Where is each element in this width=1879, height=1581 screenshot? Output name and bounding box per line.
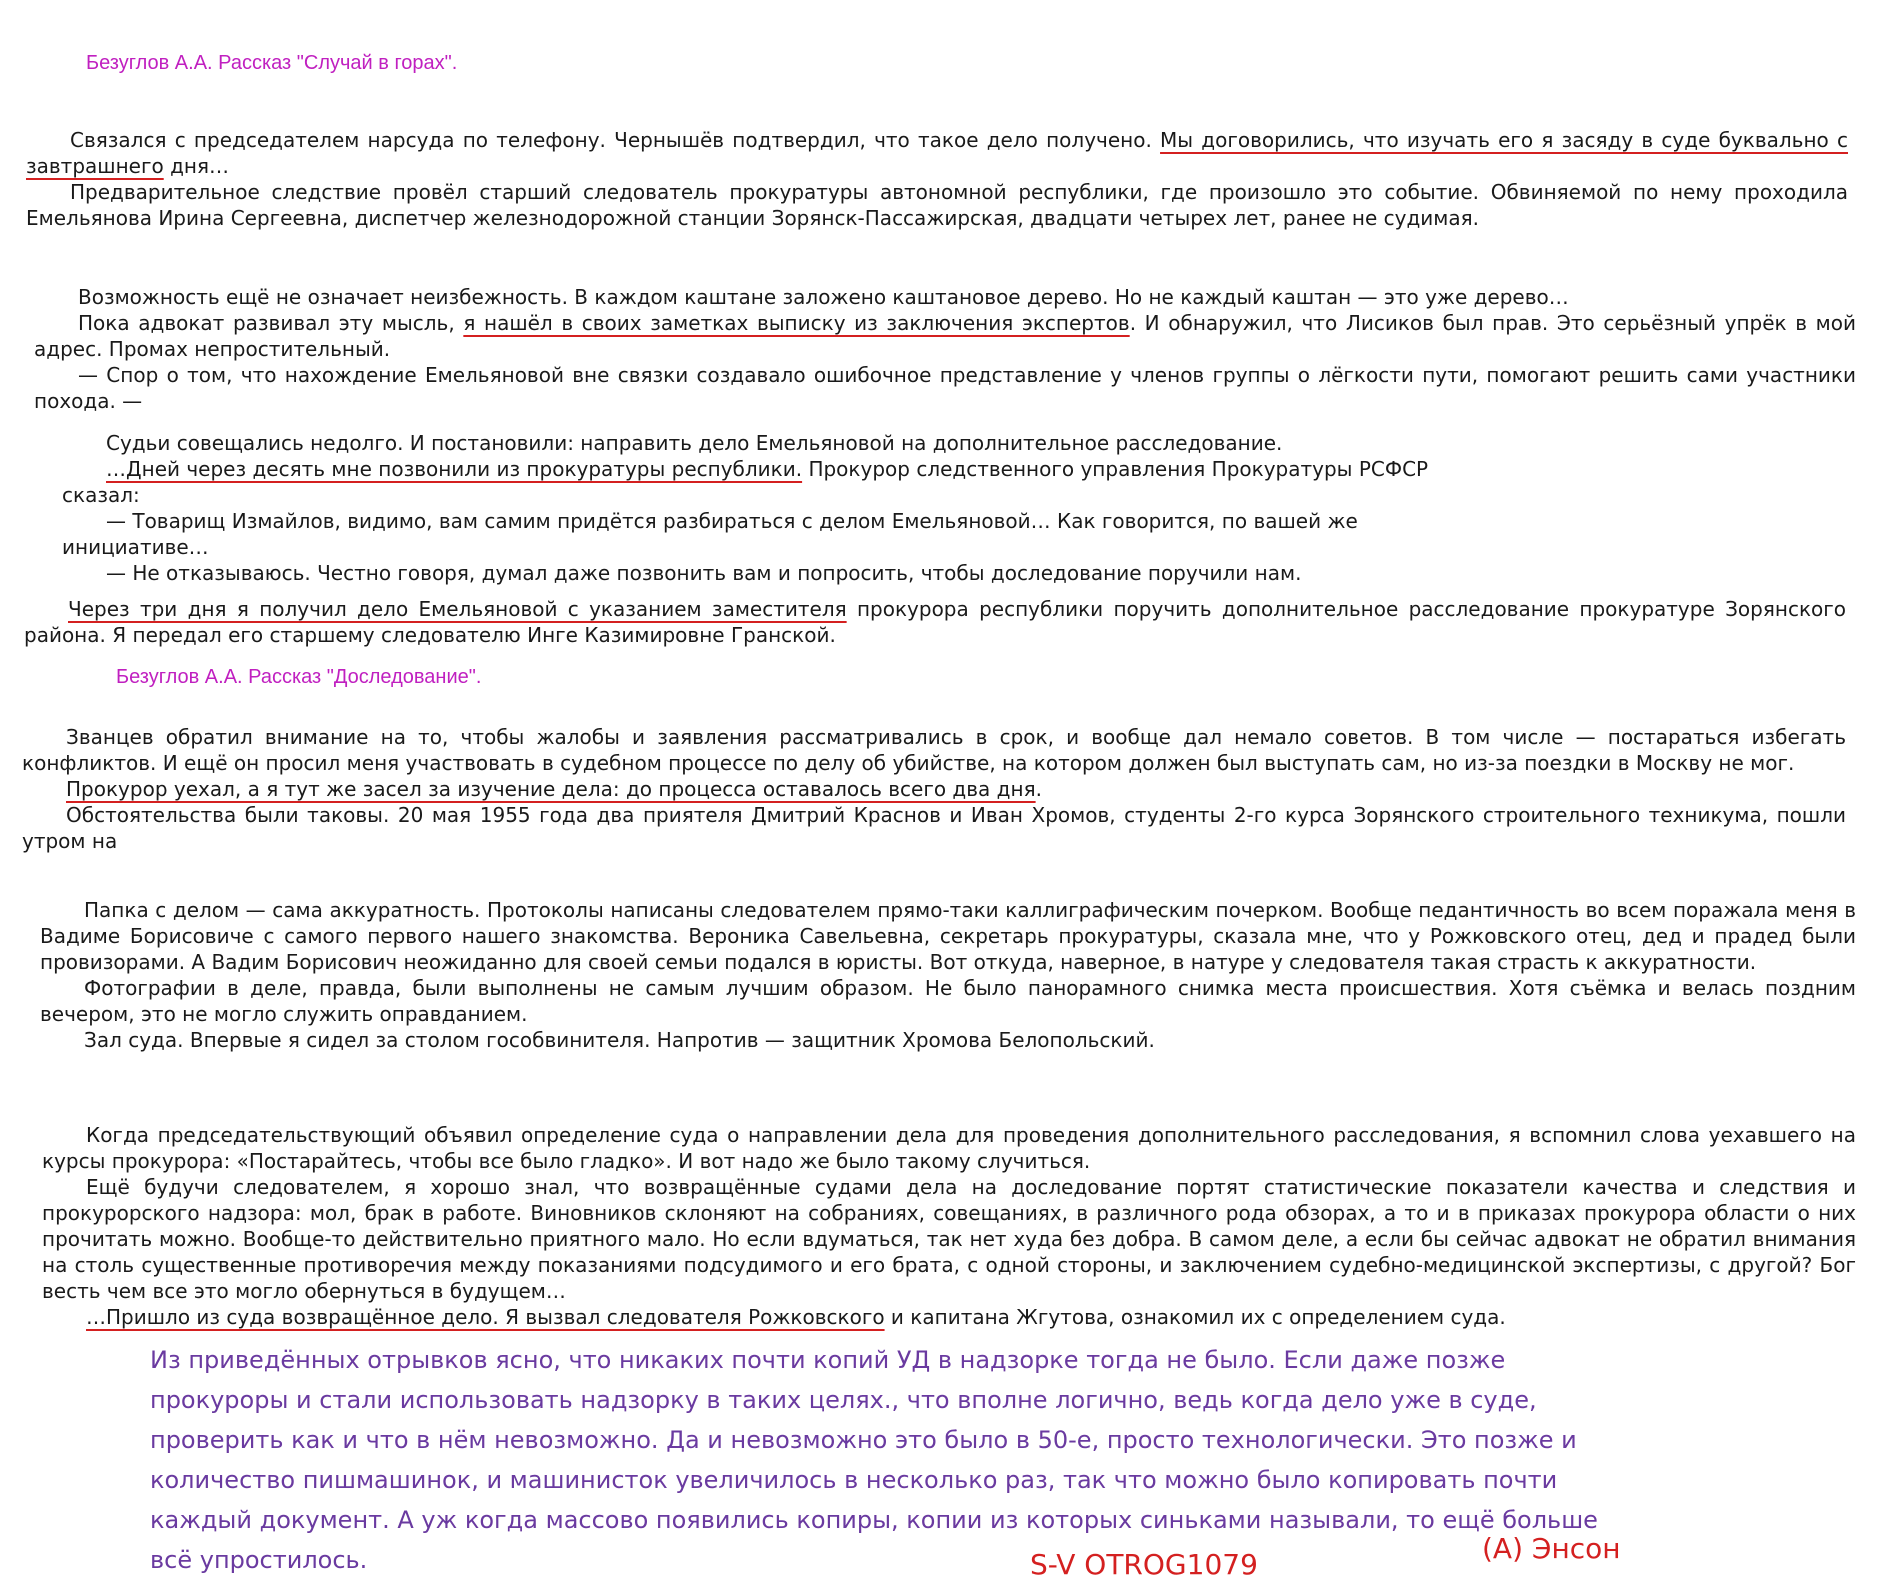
- paragraph: Папка с делом — сама аккуратность. Протоколы написаны следователем прямо-таки каллиграфическим почерком. Вообще педантичность во всем поражала меня в Вадиме Борисовиче с самого первого нашего знакомства. Вероника Савельевна, секретарь прокуратуры, сказала мне, что у Рожковского отец, дед и прадед были провизорами. А Вадим Борисович неожиданно для своей семьи подался в юристы. Вот откуда, наверное, в натуре у следователя такая страсть к аккуратности.: [40, 898, 1856, 974]
- story-title-additional-investigation: Безуглов А.А. Рассказ "Доследование".: [116, 666, 482, 688]
- excerpt-4: [24, 596, 1846, 650]
- author-comment: Из приведённых отрывков ясно, что никаких почти копий УД в надзорке тогда не было. Если даже позже прокуроры и стали использовать надзорку в таких целях., что вполне логично, ведь когда дело уже в суде, проверить как и что в нём невозможно. Да и невозможно это было в 50-е, просто технологически. Это позже и количество пишмашинок, и машинисток увеличилось в несколько раз, так что можно было копировать почти каждый документ. А уж когда массово появились копиры, копии из которых синьками называли, то ещё больше всё упростилось.: [150, 1346, 1598, 1574]
- excerpt-3: [62, 430, 1502, 585]
- paragraph: Через три дня я получил дело Емельяновой с указанием заместителя прокурора республики поручить дополнительное расследование прокуратуре Зорянского района. Я передал его старшему следователю Инге Казимировне Гранской.: [24, 597, 1846, 647]
- paragraph: Обстоятельства были таковы. 20 мая 1955 года два приятеля Дмитрий Краснов и Иван Хромов, студенты 2-го курса Зорянского строительного техникума, пошли утром на: [22, 803, 1846, 853]
- paragraph: Фотографии в деле, правда, были выполнены не самым лучшим образом. Не было панорамного снимка места происшествия. Хотя съёмка и велась поздним вечером, это не могло служить оправданием.: [40, 976, 1856, 1026]
- excerpt-2: [34, 284, 1856, 413]
- paragraph: Прокурор уехал, а я тут же засел за изучение дела: до процесса оставалось всего два дня.: [66, 777, 1042, 801]
- underlined-quote: Прокурор уехал, а я тут же засел за изучение дела: до процесса оставалось всего два дня: [66, 777, 1036, 801]
- paragraph: …Дней через десять мне позвонили из прокуратуры республики. Прокурор следственного управления Прокуратуры РСФСР сказал:: [62, 457, 1429, 507]
- author-signature: (А) Энсон: [1482, 1532, 1621, 1565]
- paragraph: …Пришло из суда возвращённое дело. Я вызвал следователя Рожковского и капитана Жгутова, ознакомил их с определением суда.: [86, 1305, 1506, 1329]
- underlined-quote: Через три дня я получил дело Емельяновой с указанием заместителя: [68, 597, 847, 621]
- excerpt-1: [26, 127, 1848, 237]
- paragraph: Званцев обратил внимание на то, чтобы жалобы и заявления рассматривались в срок, и вообще дал немало советов. В том числе — постараться избегать конфликтов. И ещё он просил меня участвовать в судебном процессе по делу об убийстве, на котором должен был выступать сам, но из-за поездки в Москву не мог.: [22, 725, 1846, 775]
- excerpt-5: [22, 724, 1846, 853]
- paragraph: — Товарищ Измайлов, видимо, вам самим придётся разбираться с делом Емельяновой… Как говорится, по вашей же инициативе…: [62, 509, 1358, 559]
- paragraph: Предварительное следствие провёл старший следователь прокуратуры автономной республики, где произошло это событие. Обвиняемой по нему проходила Емельянова Ирина Сергеевна, диспетчер железнодорожной станции Зорянск-Пассажирская, двадцати четырех лет, ранее не судимая.: [26, 180, 1848, 230]
- paragraph: Зал суда. Впервые я сидел за столом гособвинителя. Напротив — защитник Хромова Белопольский.: [84, 1028, 1155, 1052]
- underlined-quote: Мы договорились, что изучать его я засяду в суде буквально с завтрашнего: [26, 128, 1848, 178]
- paragraph: Пока адвокат развивал эту мысль, я нашёл в своих заметках выписку из заключения экспертов. И обнаружил, что Лисиков был прав. Это серьёзный упрёк в мой адрес. Промах непростительный.: [34, 311, 1856, 361]
- paragraph: — Спор о том, что нахождение Емельяновой вне связки создавало ошибочное представление у членов группы о лёгкости пути, помогают решить сами участники похода. —: [34, 363, 1856, 413]
- excerpt-7: [42, 1122, 1856, 1329]
- underlined-quote: я нашёл в своих заметках выписку из заключения экспертов: [463, 311, 1130, 335]
- paragraph: Возможность ещё не означает неизбежность. В каждом каштане заложено каштановое дерево. Но не каждый каштан — это уже дерево…: [78, 285, 1569, 309]
- paragraph: — Не отказываюсь. Честно говоря, думал даже позвонить вам и попросить, чтобы доследование поручили нам.: [106, 561, 1302, 585]
- story-title-case-in-mountains: Безуглов А.А. Рассказ "Случай в горах".: [86, 52, 458, 74]
- paragraph: Когда председательствующий объявил определение суда о направлении дела для проведения дополнительного расследования, я вспомнил слова уехавшего на курсы прокурора: «Постарайтесь, чтобы все было гладко». И вот надо же было такому случиться.: [42, 1123, 1856, 1173]
- paragraph: Ещё будучи следователем, я хорошо знал, что возвращённые судами дела на доследование портят статистические показатели качества и следствия и прокурорского надзора: мол, брак в работе. Виновников склоняют на собраниях, совещаниях, в различного рода обзорах, а то и в приказах прокурора области о них прочитать можно. Вообще-то действительно приятного мало. Но если вдуматься, так нет худа без добра. В самом деле, а если бы сейчас адвокат не обратил внимания на столь существенные противоречия между показаниями подсудимого и его брата, с одной стороны, и заключением судебно-медицинской экспертизы, с другой? Бог весть чем все это могло обернуться в будущем…: [42, 1175, 1856, 1303]
- paragraph: Судьи совещались недолго. И постановили: направить дело Емельяновой на дополнительное расследование.: [106, 431, 1283, 455]
- underlined-quote: …Пришло из суда возвращённое дело. Я вызвал следователя Рожковского: [86, 1305, 885, 1329]
- excerpt-6: [40, 897, 1856, 1057]
- paragraph: Связался с председателем нарсуда по телефону. Чернышёв подтвердил, что такое дело получено. Мы договорились, что изучать его я засяду в суде буквально с завтрашнего дня…: [26, 128, 1848, 178]
- underlined-quote: …Дней через десять мне позвонили из прокуратуры республики.: [106, 457, 803, 481]
- watermark-signature: S-V OTROG1079: [1030, 1548, 1258, 1581]
